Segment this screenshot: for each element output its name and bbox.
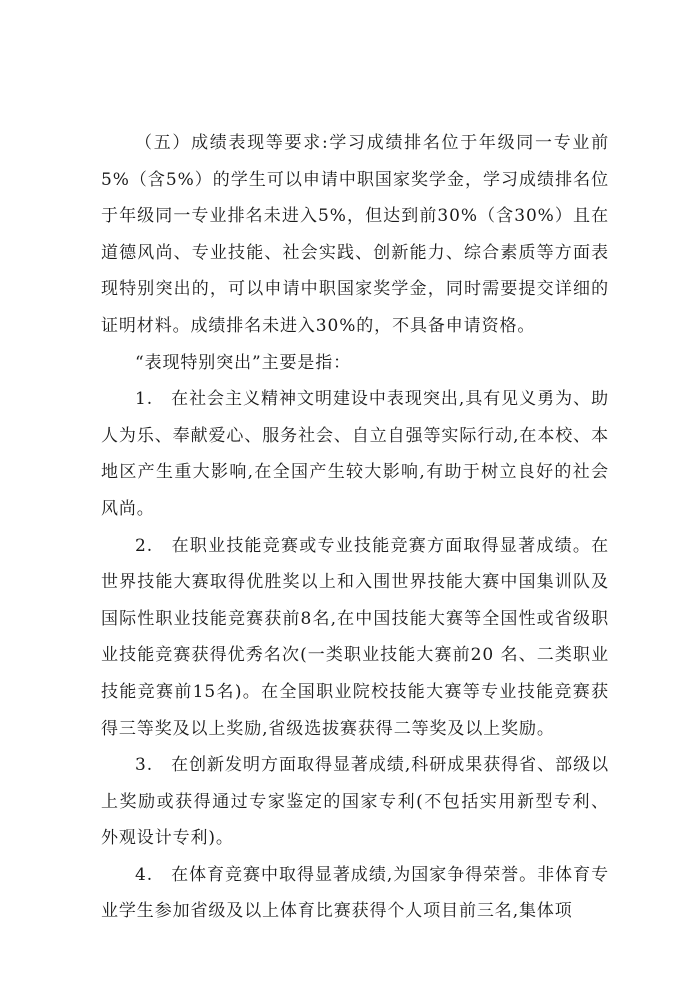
paragraph-requirements: （五）成绩表现等要求:学习成绩排名位于年级同一专业前5%（含5%）的学生可以申请中职国家奖学金，学习成绩排名位于年级同一专业排名未进入5%，但达到前30%（含30%）且在道德风尚、专业技能、社会实践、创新能力、综合素质等方面表现特别突出的，可以申请中职国家奖学金，同时需要提交详细的证明材料。成绩排名未进入30%的，不具备申请资格。 [101, 133, 609, 336]
list-item-2: 2. 在职业技能竞赛或专业技能竞赛方面取得显著成绩。在世界技能大赛取得优胜奖以上和入围世界技能大赛中国集训队及国际性职业技能竞赛获前8名,在中国技能大赛等全国性或省级职业技能竞赛获得优秀名次(一类职业技能大赛前20 名、二类职业技能竞赛前15名)。在全国职业院校技能大赛等专业技能竞赛获得三等奖及以上奖励,省级选拔赛获得二等奖及以上奖励。 [101, 535, 609, 739]
paragraph-outstanding-heading: “表现特别突出”主要是指： [135, 352, 352, 373]
list-item-3: 3. 在创新发明方面取得显著成绩,科研成果获得省、部级以上奖励或获得通过专家鉴定的国家专利(不包括实用新型专利、外观设计专利)。 [101, 755, 609, 849]
list-item-1: 1. 在社会主义精神文明建设中表现突出,具有见义勇为、助人为乐、奉献爱心、服务社会、自立自强等实际行动,在本校、本地区产生重大影响,在全国产生较大影响,有助于树立良好的社会风尚。 [101, 389, 609, 519]
document-body [101, 125, 609, 930]
list-item-4: 4. 在体育竞赛中取得显著成绩,为国家争得荣誉。非体育专业学生参加省级及以上体育比赛获得个人项目前三名,集体项 [101, 864, 609, 922]
